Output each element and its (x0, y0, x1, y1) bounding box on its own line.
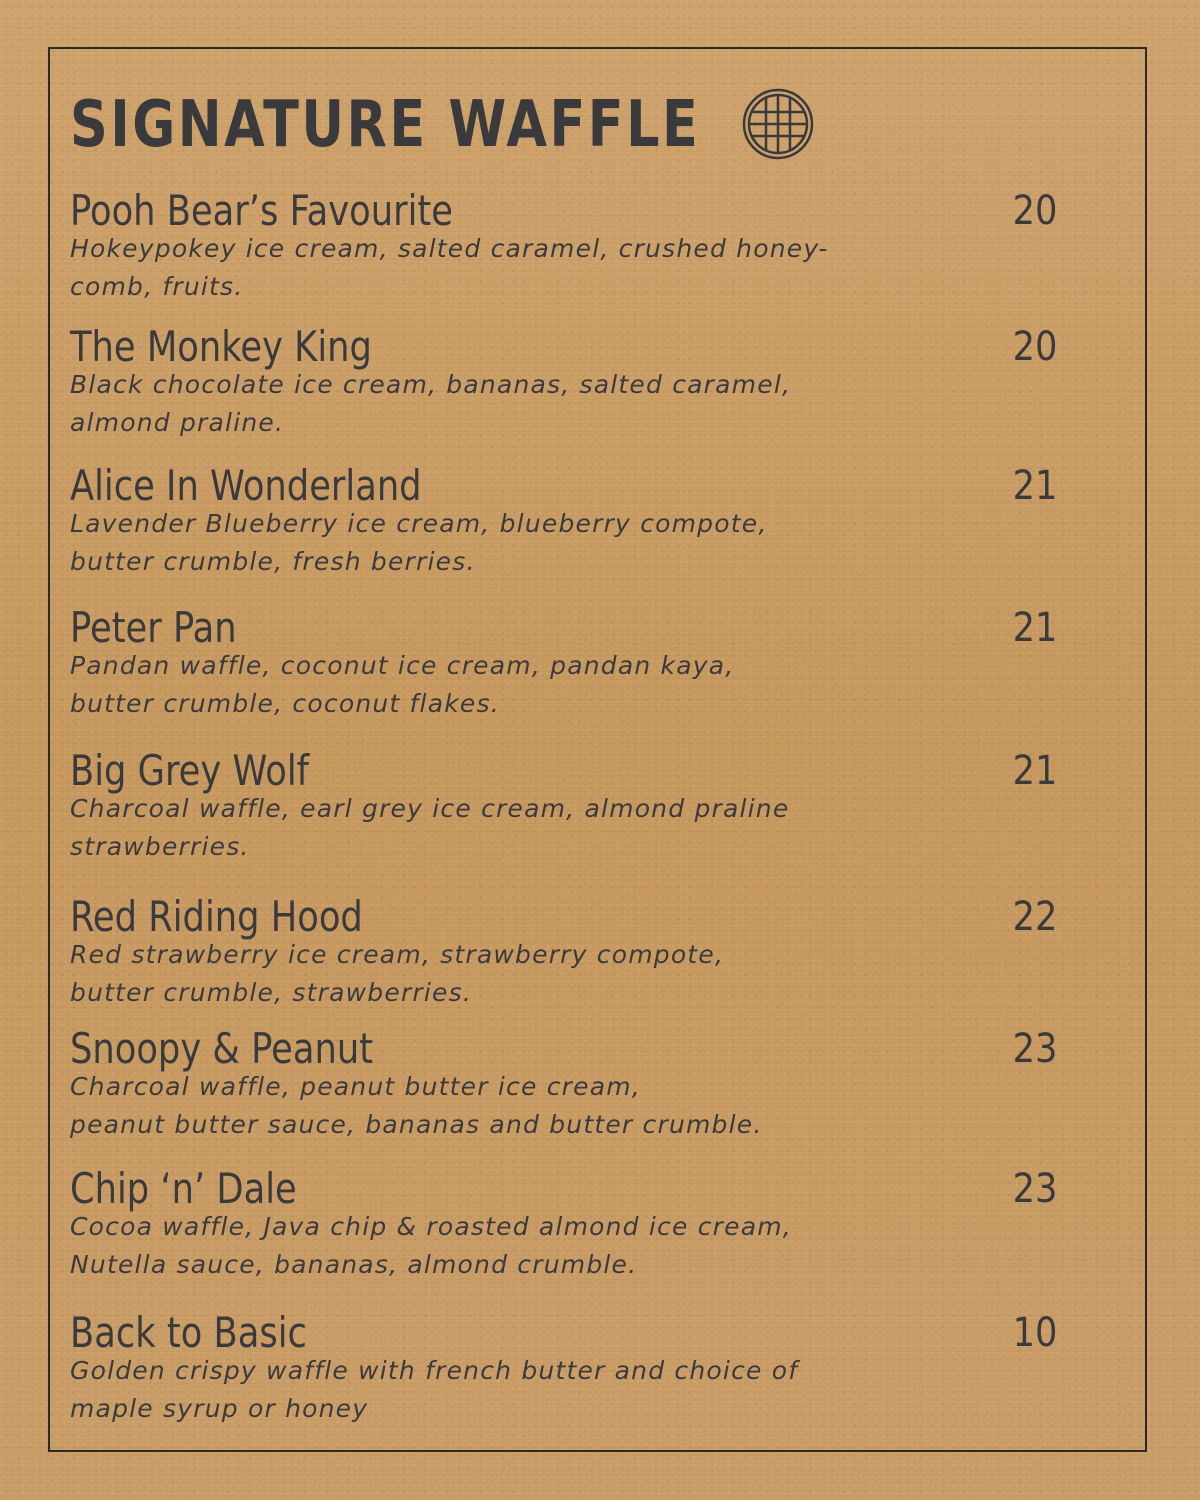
item-name: Snoopy & Peanut (70, 1024, 374, 1073)
menu-title: SIGNATURE WAFFLE (70, 88, 701, 162)
menu-item (70, 605, 1070, 723)
item-name: The Monkey King (70, 322, 372, 371)
item-price: 23 (1012, 1166, 1058, 1212)
item-price: 21 (1012, 748, 1058, 794)
menu-item (70, 463, 1070, 581)
item-name: Red Riding Hood (70, 892, 363, 941)
menu-item (70, 748, 1070, 866)
item-price: 21 (1012, 605, 1058, 651)
menu-item (70, 188, 1070, 306)
item-name: Peter Pan (70, 603, 237, 652)
menu-item (70, 1026, 1070, 1144)
item-description: Hokeypokey ice cream, salted caramel, crushed honey- comb, fruits. (70, 234, 829, 301)
item-price: 10 (1012, 1310, 1058, 1356)
item-name: Back to Basic (70, 1308, 307, 1357)
item-description: Lavender Blueberry ice cream, blueberry compote, butter crumble, fresh berries. (70, 509, 768, 576)
item-price: 20 (1012, 188, 1058, 234)
item-name: Chip ‘n’ Dale (70, 1164, 297, 1213)
item-name: Big Grey Wolf (70, 746, 310, 795)
item-description: Black chocolate ice cream, bananas, salted caramel, almond praline. (70, 370, 792, 437)
item-description: Charcoal waffle, earl grey ice cream, almond praline strawberries. (70, 794, 790, 861)
waffle-icon (742, 88, 814, 160)
item-description: Golden crispy waffle with french butter and choice of maple syrup or honey (70, 1356, 799, 1423)
item-price: 22 (1012, 894, 1058, 940)
item-description: Charcoal waffle, peanut butter ice cream, peanut butter sauce, bananas and butter crumble. (70, 1072, 763, 1139)
menu-item (70, 1310, 1070, 1428)
item-description: Cocoa waffle, Java chip & roasted almond ice cream, Nutella sauce, bananas, almond crumble. (70, 1212, 792, 1279)
item-price: 21 (1012, 463, 1058, 509)
item-name: Alice In Wonderland (70, 461, 422, 510)
item-price: 23 (1012, 1026, 1058, 1072)
item-description: Red strawberry ice cream, strawberry compote, butter crumble, strawberries. (70, 940, 725, 1007)
menu-item (70, 1166, 1070, 1284)
menu-item (70, 894, 1070, 1012)
item-name: Pooh Bear’s Favourite (70, 186, 453, 235)
item-description: Pandan waffle, coconut ice cream, pandan kaya, butter crumble, coconut flakes. (70, 651, 735, 718)
menu-item (70, 324, 1070, 442)
item-price: 20 (1012, 324, 1058, 370)
